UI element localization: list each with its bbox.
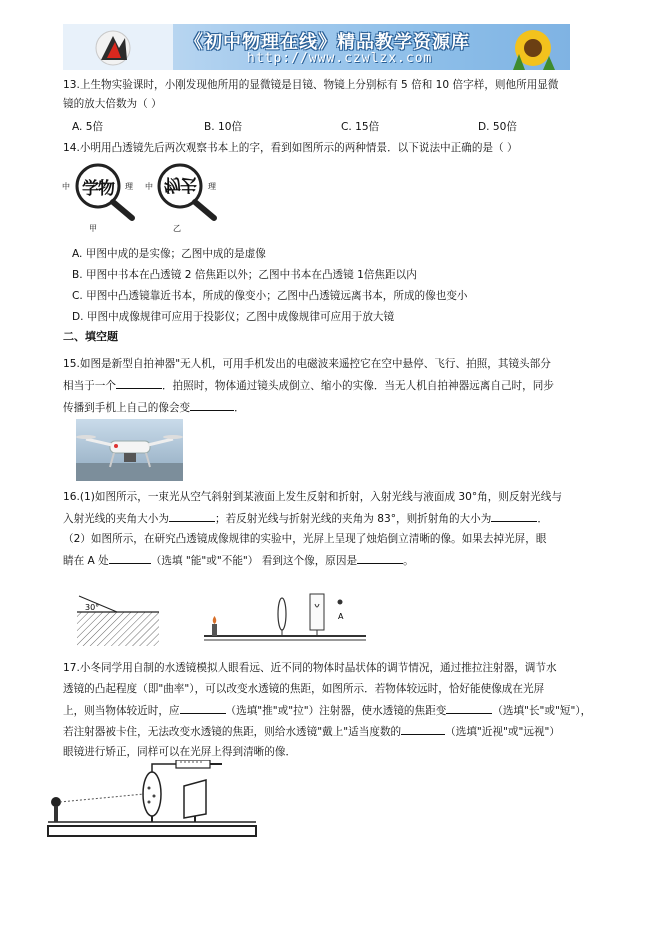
q17-blank-2[interactable] [446, 703, 492, 714]
q14-option-c: C. 甲图中凸透镜靠近书本，所成的像变小；乙图中凸透镜远离书本，所成的像也变小 [72, 290, 468, 302]
header-banner [63, 24, 570, 70]
angle-label: 30° [85, 603, 100, 612]
q16-line2-c: ． [537, 513, 548, 525]
q16-line1: 16.(1)如图所示，一束光从空气斜射到某液面上发生反射和折射，入射光线与液面成 30°角，则反射光线与 [63, 491, 562, 503]
banner-url[interactable]: http://www.czwlzx.com [247, 51, 433, 66]
q14-option-b: B. 甲图中书本在凸透镜 2 倍焦距以外；乙图中书本在凸透镜 1倍焦距以内 [72, 269, 417, 281]
q13-option-d: D. 50倍 [478, 121, 517, 133]
q17-blank-1[interactable] [180, 703, 226, 714]
q17-line3-b: （选填"推"或"拉"）注射器，使水透镜的焦距变 [225, 705, 447, 717]
lens-bench-diagram [202, 588, 368, 650]
q16-blank-2[interactable] [491, 511, 537, 522]
q17-line4-b: （选填"近视"或"远视"） [445, 726, 560, 738]
q15-line3-a: 传播到手机上自己的像会变 [63, 402, 191, 414]
q15-blank-1[interactable] [116, 378, 162, 389]
q13-option-c: C. 15倍 [341, 121, 380, 133]
q16-blank-4[interactable] [357, 553, 403, 564]
q17-line4-a: 若注射器被卡住，无法改变水透镜的焦距，则给水透镜"戴上"适当度数的 [63, 726, 402, 738]
q16-line4-c: 。 [403, 555, 414, 567]
q16-line4 [63, 553, 414, 568]
q13-stem-line2: 镜的放大倍数为（ ） [63, 98, 162, 110]
section-title: 二、填空题 [63, 330, 118, 343]
q16-line2-a: 入射光线的夹角大小为 [63, 513, 169, 525]
q13-option-b: B. 10倍 [204, 121, 243, 133]
q15-line3 [63, 400, 245, 415]
q17-blank-3[interactable] [401, 724, 445, 735]
fig-b-right-char: 理 [208, 182, 216, 191]
q16-line2 [63, 511, 548, 526]
q15-line2-b: ．拍照时，物体通过镜头成倒立、缩小的实像．当无人机自拍神器远离自己时，同步 [161, 380, 554, 392]
q17-line2: 透镜的凸起程度（即"曲率"），可以改变水透镜的焦距，如图所示．若物体较远时，恰好能使像成在光屏 [63, 683, 545, 695]
q17-line3-c: （选填"长"或"短"）， [492, 705, 592, 717]
q14-figure [62, 160, 247, 238]
banner-title: 《初中物理在线》精品教学资源库 [185, 32, 470, 53]
q15-line2-a: 相当于一个 [63, 380, 116, 392]
q16-blank-1[interactable] [169, 511, 215, 522]
q16-line3: （2）如图所示，在研究凸透镜成像规律的实验中，光屏上呈现了烛焰倒立清晰的像。如果去掉光屏，眼 [63, 533, 547, 545]
fig-a-left-char: 中 [62, 182, 70, 191]
q14-stem: 14.小明用凸透镜先后两次观察书本上的字，看到如图所示的两种情景．以下说法中正确的是（ ） [63, 142, 518, 154]
q15-line1: 15.如图是新型自拍神器"无人机，可用手机发出的电磁波来遥控它在空中悬停、飞行、拍照，其镜头部分 [63, 358, 551, 370]
q17-line3 [63, 703, 591, 718]
q15-blank-2[interactable] [190, 400, 234, 411]
q13-stem-line1: 13.上生物实验课时，小刚发现他所用的显微镜是目镜、物镜上分别标有 5 倍和 10 倍字样，则他所用显微 [63, 79, 559, 91]
fig-a-label: 甲 [89, 224, 97, 233]
water-lens-diagram [44, 760, 259, 844]
q17-line5: 眼镜进行矫正，同样可以在光屏上得到清晰的像． [63, 746, 297, 758]
reflection-diagram [75, 590, 160, 650]
q14-option-a: A. 甲图中成的是实像；乙图中成的是虚像 [72, 248, 266, 260]
fig-b-label: 乙 [173, 224, 181, 233]
q15-line2 [63, 378, 554, 393]
q17-line3-a: 上，则当物体较近时，应 [63, 705, 180, 717]
q15-line3-b: ． [234, 402, 245, 414]
fig-a-right-char: 理 [125, 182, 133, 191]
q17-line4 [63, 724, 560, 739]
fig-a-lens-text: 学物 [82, 179, 114, 199]
q16-line2-b: ；若反射光线与折射光线的夹角为 83°，则折射角的大小为 [214, 513, 492, 525]
q16-blank-3[interactable] [109, 553, 151, 564]
drone-photo [76, 419, 183, 481]
fig-b-left-char: 中 [145, 182, 153, 191]
q13-option-a: A. 5倍 [72, 121, 104, 133]
q17-line1: 17.小冬同学用自制的水透镜模拟人眼看远、近不同的物体时晶状体的调节情况，通过推拉注射器，调节水 [63, 662, 557, 674]
q16-line4-b: （选填 "能"或"不能"） 看到这个像，原因是 [150, 555, 358, 567]
q16-line4-a: 睛在 A 处 [63, 555, 109, 567]
point-a-label: A [338, 612, 344, 621]
q14-option-d: D. 甲图中成像规律可应用于投影仪；乙图中成像规律可应用于放大镜 [72, 311, 395, 323]
fig-b-lens-text: 物去 [164, 174, 196, 194]
